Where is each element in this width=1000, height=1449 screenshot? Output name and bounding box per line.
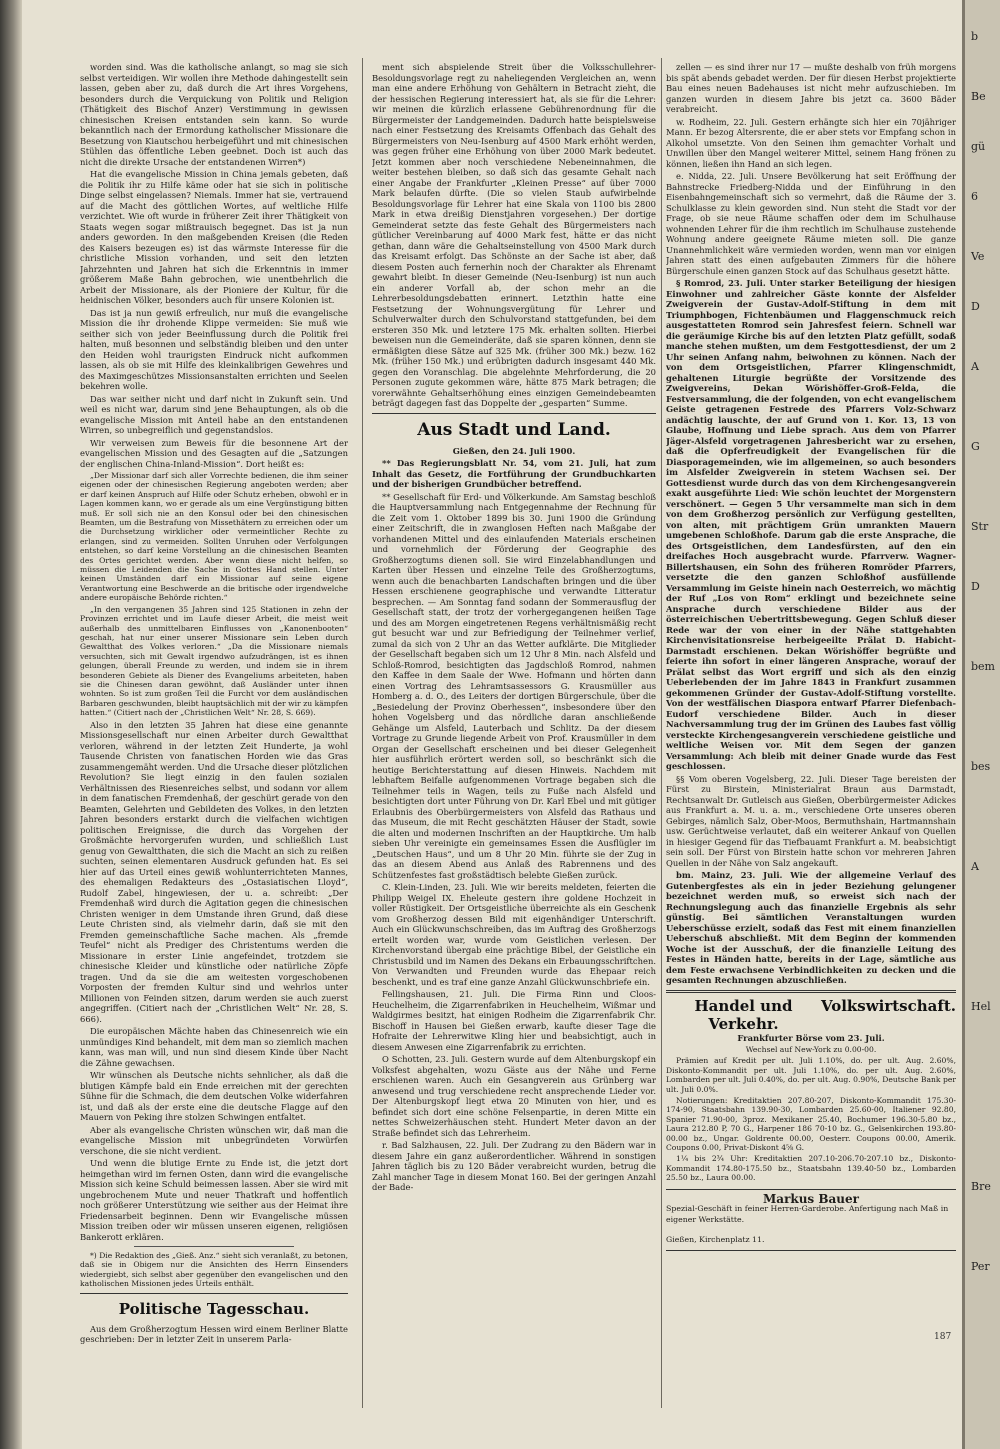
edge-fragment: Str xyxy=(971,520,989,533)
trade-header xyxy=(666,997,956,1033)
quote-paragraph: „Der Missionar darf sich aller Vorrechte bedienen, die ihm seiner eigenen oder der chinesischen Regierung angeboten werden; aber er darf keinen Anspruch auf Hilfe oder Schutz erheben, obwohl er in Lagen kommen kann, wo er gerade als um eine Vergünstigung bitten muß. Er soll sich nie an den Konsul oder bei den chinesischen Beamten, um die Bestrafung von Missethätern zu erreichen oder um die Durchsetzung wirklicher oder vermeintlicher Rechte zu erlangen, sind zu vermeiden. Sollten Unruhen oder Verfolgungen entstehen, so darf keine Vorstellung an die chinesischen Beamten des Ortes gerichtet werden. Aber wenn diese nicht helfen, so müssen die Leidenden die Sache in Gottes Hand stellen. Unter keinen Umständen darf ein Missionar auf seine eigene Verantwortung eine Beschwerde an die britische oder irgendwelche andere europäische Behörde richten.“ xyxy=(80,471,348,603)
paragraph: Das war seither nicht und darf nicht in Zukunft sein. Und weil es nicht war, darum sind jene Behauptungen, als ob die evangelische Mission mit Anteil habe an den entstandenen Wirren, so unbegreiflich und gegenstandslos. xyxy=(80,393,348,435)
trade-divider xyxy=(666,990,956,993)
page-binding-shadow xyxy=(0,0,22,1449)
trade-line: Notierungen: Kreditaktien 207.80-207, Diskonto-Kommandit 175.30-174-90, Staatsbahn 139.90-30, Lombarden 25.60-00, Italiener 92.80, Spanier 71.90-00, 3proz. Mexikaner 25.40, Bochumer 196.30-5.80 bz., Laura 212.80 P, 70 G., Harpener 186 70-10 bz. G., Gelsenkirchen 193.80-00.00 bz., Ungar. Goldrente 00.00, Oesterr. Coupons 00.00, Amerik. Coupons 0.00, Privat-Diskont 4⅝ G. xyxy=(666,1096,956,1153)
paragraph: Hat die evangelische Mission in China jemals gebeten, daß die Politik ihr zu Hilfe käme oder hat sie sich in politische Dinge selbst eingelassen? Niemals. Immer hat sie, vertrauend auf die Macht des göttlichen Wortes, auf weltliche Hilfe verzichtet. Wie oft wurde in früherer Zeit ihrer Thätigkeit von Staats wegen sogar mißtrauisch begegnet. Das ist ja nun anders geworden. In den maßgebenden Kreisen (die Reden des Kaisers bezeugen es) ist das wärmste Interesse für die christliche Mission vorhanden, und seit den letzten Jahrzehnten und Jahren hat sich die Erkenntnis in immer größerem Maße Bahn gebrochen, wie unentbehrlich die Arbeit der Missionare, als der Pioniere der Kultur, für die heidnischen Völker, besonders auch für unsere Kolonien ist. xyxy=(80,169,348,305)
edge-fragment: A xyxy=(971,360,979,373)
news-item: § Romrod, 23. Juli. Unter starker Beteiligung der hiesigen Einwohner und zahlreicher Gäste konnte der Alsfelder Zweigverein der Gustav-Adolf-Stiftung in dem mit Triumphbogen, Fichtenbäumen und Flaggenschmuck reich ausgestatteten Romrod sein Jahresfest feiern. Schnell war die geräumige Kirche bis auf den letzten Platz gefüllt, sodaß manche stehen mußten, um dem Festgottesdienst, der um 2 Uhr seinen Anfang nahm, beiwohnen zu können. Nach der von dem Ortsgeistlichen, Pfarrer Klingenschmidt, gehaltenen Liturgie begrüßte der Vorsitzende des Zweigvereins, Dekan Wörishöffer-Groß-Felda, die Festversammlung, die der folgenden, von echt evangelischem Geiste getragenen Festrede des Pfarrers Volz-Schwarz andächtig lauschte, der auf Grund von 1. Kor. 13, 13 von Glaube, Hoffnung und Liebe sprach. Aus dem von Pfarrer Jäger-Alsfeld vorgetragenen Jahresbericht war zu ersehen, daß die Opferfreudigkeit der Evangelischen für die Diasporagemeinden, wie im allgemeinen, so auch besonders im Alsfelder Zweigverein in stetem Wachsen sei. Der Gottesdienst wurde durch das von dem Kirchengesangverein exakt ausgeführte Lied: Wie schön leuchtet der Morgenstern verschönert. — Gegen 5 Uhr versammelte man sich in dem von dem Großherzog persönlich zur Verfügung gestellten, von alten, mit prächtigem Grün umrankten Mauern umgebenen Schloßhofe. Darum gab die erste Ansprache, die des Ortsgeistlichen, dem Landesfürsten, auf den ein dreifaches Hoch ausgebracht wurde. Pfarrverw. Wagner-Billertshausen, ein Sohn des früheren Romröder Pfarrers, versetzte die den ganzen Schloßhof ausfüllende Versammlung im Geiste hinein nach Oesterreich, wo mächtig der Ruf „Los von Rom“ erklingt und bezeichnete seine Ansprache durch verschiedene Bilder aus der österreichischen Uebertrittsbewegung. Gegen Schluß dieser Rede war der von einer in der Nähe stattgehabten Kirchenvisitationsreise herbeigeeilte Prälat D. Habicht-Darmstadt erschienen. Dekan Wörishöffer begrüßte und feierte ihn sofort in einer längeren Ansprache, worauf der Prälat selbst das Wort ergriff und sich als den einzig Ueberlebenden der im Jahre 1843 in Frankfurt zusammen gekommenen Gründer der Gustav-Adolf-Stiftung vorstellte. Von der westfälischen Diaspora entwarf Pfarrer Diefenbach-Eudorf verschiedene Bilder. Auch in dieser Nachversammlung trug der im Grünen des Laubes fast völlig versteckte Kirchengesangverein verschiedene geistliche und weltliche Weisen vor. Mit dem Segen der ganzen Versammlung: Ach bleib mit deiner Gnade wurde das Fest geschlossen. xyxy=(666,278,956,771)
quote-paragraph: „In den vergangenen 35 Jahren sind 125 Stationen in zehn der Provinzen errichtet und im Laufe dieser Arbeit, die meist weit außerhalb des unmittelbaren Einflusses von „Kanonenbooten“ geschah, hat nur einer unserer Missionare sein Leben durch Gewaltthat des Volkes verloren.“ „Da die Missionare niemals versuchten, sich mit Gewalt irgendwo aufzudrängen, ist es ihnen gelungen, überall Freunde zu werden, und indem sie in ihrem besonderen Gebiete als Diener des Evangeliums arbeiteten, haben sie die Chinesen daran gewöhnt, daß Ausländer unter ihnen wohnten. So ist zum großen Teil die Furcht vor dem ausländischen Barbaren geschwunden, bleibt hauptsächlich mit der wir zu kämpfen hatten.“ (Citiert nach der „Christlichen Welt“ Nr. 28, S. 669). xyxy=(80,604,348,718)
section-divider xyxy=(80,1293,348,1294)
news-item: Fellingshausen, 21. Juli. Die Firma Rinn und Cloos-Heuchelheim, die Zigarrenfabriken in Heuchelheim, Wißmar und Waldgirmes besitzt, hat einigen Rodheim die Zigarrenfabrik Chr. Bischoff in Hausen bei Gießen erwarb, kaufte dieser Tage die Hofraite der Lehrerwitwe Kling hier und beabsichtigt, auch in diesem Anwesen eine Zigarrenfabrik zu errichten. xyxy=(372,989,656,1052)
trade-subtitle: Frankfurter Börse vom 23. Juli. xyxy=(737,1032,885,1043)
paragraph: Aus dem Großherzogtum Hessen wird einem Berliner Blatte geschrieben: Der in letzter Zeit in unserem Parla- xyxy=(80,1323,348,1345)
edge-fragment: Bre xyxy=(971,1180,991,1193)
edge-fragment: D xyxy=(971,580,980,593)
column-1 xyxy=(80,62,348,1407)
paragraph: Wir verweisen zum Beweis für die besonnene Art der evangelischen Mission und des Gesagten auf die „Satzungen der englischen China-Inland-Mission“. Dort heißt es: xyxy=(80,437,348,469)
paragraph: ment sich abspielende Streit über die Volksschullehrer-Besoldungsvorlage regt zu naheliegenden Vergleichen an, wenn man eine andere Erhöhung von Gehältern in Betracht zieht, die der hessischen Regierung interessiert hat, als sie für die Lehrer: wir meinen die kürzlich erlassene Gebührenordnung für die Bürgermeister der Landgemeinden. Dadurch hatte beispielsweise nach einer Festsetzung des Kreisamts Offenbach das Gehalt des Bürgermeisters von Neu-Isenburg auf 4500 Mark erhöht werden, was gegen früher eine Erhöhung von über 2000 Mark bedeutet. Jetzt kommen aber noch verschiedene Nebeneinnahmen, die weiter bestehen bleiben, so daß sich das gesamte Gehalt nach einer Angabe der Frankfurter „Kleinen Presse“ auf über 7000 Mark belaufen dürfte. (Die so vielen Staub aufwirbelnde Besoldungsvorlage für Lehrer hat eine Skala von 1100 bis 2800 Mark in etwa dreißig Dienstjahren vorgesehen.) Der dortige Gemeinderat setzte das feste Gehalt des Bürgermeisters nach gütlicher Vereinbarung auf 4000 Mark fest, hätte er das nicht gethan, dann wäre die Gehaltseinstellung von 4500 Mark durch das Kreisamt erfolgt. Das Schönste an der Sache ist aber, daß diesem Posten auch fernerhin noch der Charakter als Ehrenamt gewahrt bleibt. In dieser Gemeinde (Neu-Isenburg) ist nun auch ein anderer Vorfall ab, der schon mehr an die Lehrerbesoldungsdebatten erinnert. Letzthin hatte eine Festsetzung der Wohnungsvergütung für Lehrer und Schulverwalter durch den Schulvorstand stattgefunden, bei dem ersteren 350 Mk. und letztere 175 Mk. erhalten sollten. Hierbei beweisen nun die Gemeinderäte, daß sie sparen können, denn sie ermäßigten diese Sätze auf 325 Mk. (früher 300 Mk.) bezw. 162 Mk. (früher 150 Mk.) und erübrigten dadurch insgesamt 440 Mk. gegen den Voranschlag. Die abgelehnte Mehrforderung, die 20 Personen zugute gekommen wäre, hätte 875 Mark betragen; die vorerwähnte Gehaltserhöhung eines einzigen Gemeindebeamten beträgt dagegen fast das Doppelte der „gesparten“ Summe. xyxy=(372,62,656,408)
column-2 xyxy=(372,62,656,1407)
trade-line: Prämien auf Kredit per ult. Juli 1.10%, do. per ult. Aug. 2.60%, Diskonto-Kommandit per ult. Juli 1.10%, do. per ult. Aug. 2.60%, Lombarden per ult. Juli 0.40%, do. per ult. Aug. 0.90%, Deutsche Bank per ult. Juli 0.0%. xyxy=(666,1056,956,1094)
news-item: w. Rodheim, 22. Juli. Gestern erhängte sich hier ein 70jähriger Mann. Er bezog Altersrente, die er aber stets vor Empfang schon in Alkohol umsetzte. Von den Seinen ihm gemachter Vorhalt und Unwillen über den Mangel weiterer Mittel, seinem Hang frönen zu können, ließen ihn Hand an sich legen. xyxy=(666,116,956,169)
paragraph: Wir wünschen als Deutsche nichts sehnlicher, als daß die blutigen Kämpfe bald ein Ende erreichen mit der gerechten Sühne für die Schmach, die dem deutschen Volke widerfahren ist, und daß als der erste eine die deutsche Flagge auf den Mauern von Peking ihre stolzen Schwingen entfaltet. xyxy=(80,1070,348,1123)
section-divider xyxy=(372,413,656,414)
advertisement xyxy=(666,1189,956,1251)
edge-fragment: Be xyxy=(971,90,986,103)
trade-title-2: Volkswirtschaft. xyxy=(820,996,956,1015)
news-item: O Schotten, 23. Juli. Gestern wurde auf dem Altenburgskopf ein Volksfest abgehalten, wozu Gäste aus der Nähe und Ferne erschienen waren. Auch ein Gesangverein aus Grünberg war anwesend und trug verschiedene recht ansprechende Lieder vor. Der Altenburgskopf liegt etwa 20 Minuten von hier, und es befindet sich dort eine schöne Felsenpartie, in deren Mitte ein nettes Schweizerhäuschen steht. Hundert Meter davon an der Straße befindet sich das Lehrerheim. xyxy=(372,1054,656,1138)
column-rule xyxy=(661,58,662,1408)
footnote-divider xyxy=(134,1246,295,1247)
edge-fragment: b xyxy=(971,30,979,43)
edge-fragment: A xyxy=(971,860,979,873)
news-item: zellen — es sind ihrer nur 17 — mußte deshalb von früh morgens bis spät abends gebadet werden. Der für diesen Herbst projektierte Bau eines neuen Badehauses ist nicht mehr aufzuschieben. Im ganzen wurden in diesem Jahre bis jetzt ca. 3600 Bäder verabreicht. xyxy=(666,62,956,114)
ad-line: Spezial-Geschäft in feiner Herren-Garderobe. Anfertigung nach Maß in eigener Werkstätte. xyxy=(666,1204,949,1224)
edge-fragment: Per xyxy=(971,1260,990,1273)
trade-line: 1¼ bis 2¾ Uhr: Kreditaktien 207.10-206.70-207.10 bz., Diskonto-Kommandit 174.80-175.50 bz., Staatsbahn 139.40-50 bz., Lombarden 25.50 bz., Laura 00.00. xyxy=(666,1154,956,1183)
edge-fragment: gü xyxy=(971,140,986,153)
ad-address: Gießen, Kirchenplatz 11. xyxy=(666,1235,765,1245)
edge-fragment: 6 xyxy=(971,190,978,203)
paragraph: Die europäischen Mächte haben das Chinesenreich wie ein unmündiges Kind behandelt, mit dem man so ziemlich machen kann, was man will, und nun sind diesem Kinde über Nacht die Zähne gewachsen. xyxy=(80,1026,348,1068)
page-number: 187 xyxy=(934,1332,952,1342)
edge-fragment: G xyxy=(971,440,980,453)
footnote: *) Die Redaktion des „Gieß. Anz.“ sieht sich veranlaßt, zu betonen, daß sie in Obigem nur die Ansichten des Herrn Einsenders wiedergiebt, sich selbst aber gegenüber den evangelischen und den katholischen Missionen jedes Urteils enthält. xyxy=(80,1251,348,1289)
paragraph: Das ist ja nun gewiß erfreulich, nur muß die evangelische Mission die ihr drohende Klippe vermeiden: Sie muß wie seither sich von jeder Beeinflussung durch die Politik frei halten, muß besonnen und selbständig bleiben und den unter den Heiden wohl traurigsten Eindruck nicht aufkommen lassen, als ob sie mit Hilfe des kleinkalibrigen Gewehres und des Maximgeschützes Missionsanstalten errichten und Seelen bekehren wolle. xyxy=(80,307,348,391)
edge-fragment: bes xyxy=(971,760,991,773)
news-item: e. Nidda, 22. Juli. Unsere Bevölkerung hat seit Eröffnung der Bahnstrecke Friedberg-Nidda und der Einführung in den Eisenbahngemeinschaft sich so vermehrt, daß die Räume der 3. Schulklasse zu klein geworden sind. Nun steht die Stadt vor der Frage, ob sie neue Räume schaffen oder dem im Schulhause wohnenden Lehrer für die ihm rechtlich im Schulhause zustehende Wohnung andere geeignete Räume mieten soll. Die ganze Unannehmlichkeit wäre vermieden worden, wenn man vor einigen Jahren statt des einen aufgebauten Zimmers für die höhere Bürgerschule einen ganzen Stock auf das Schulhaus gesetzt hätte. xyxy=(666,171,956,276)
news-item: §§ Vom oberen Vogelsberg, 22. Juli. Dieser Tage bereisten der Fürst zu Birstein, Ministerialrat Braun aus Darmstadt, Rechtsanwalt Dr. Gutleisch aus Gießen, Oberbürgermeister Adickes aus Frankfurt a. M. u. a. m., verschiedene Orte unseres oberen Gebirges, nämlich Salz, Ober-Moos, Bermuthshain, Hartmannshain usw. Gerüchtweise verlautet, daß ein weiterer Ankauf von Quellen in hiesiger Gegend für das Tiefbauamt Frankfurt a. M. beabsichtigt sein soll. Der Fürst von Birstein hatte schon vor mehreren Jahren Quellen in der Nähe von Salz angekauft. xyxy=(666,773,956,868)
section-title-politics: Politische Tagesschau. xyxy=(118,1299,310,1318)
section-title-local: Aus Stadt und Land. xyxy=(417,419,611,440)
news-item: ** Gesellschaft für Erd- und Völkerkunde. Am Samstag beschloß die Hauptversammlung nach Entgegennahme der Rechnung für die Zeit vom 1. Oktober 1899 bis 30. Juni 1900 die Gründung einer Zeitschrift, die in zwanglosen Heften nach Maßgabe der vorhandenen Mittel und des einlaufenden Materials erscheinen und vornehmlich der Förderung der Geographie des Großherzogtums dienen soll. Sie wird Einzelabhandlungen und Karten über Hessen und einzelne Teile des Großherzogtums, wenn auch die benachbarten Landschaften bringen und die über Hessen erschienene geographische und verwandte Litteratur besprechen. — Am Sonntag fand sodann der Sommerausflug der Gesellschaft statt, der trotz der vorhergegangenen heißen Tage und des am Morgen eingetretenen Regens verhältnismäßig recht gut besucht war und zur Befriedigung der Teilnehmer verlief, zumal da sich von 2 Uhr an das Wetter aufklärte. Die Mitglieder der Gesellschaft begaben sich um 12 Uhr 8 Min. nach Alsfeld und Schloß-Romrod, besichtigten das Jagdschloß Romrod, nahmen den Kaffee in dem Saale der Wwe. Hofmann und hörten dann einen Vortrag des Lehramtsassessors G. Krausmüller aus Homberg a. d. O., des Leiters der dortigen Bürgerschule, über die „Besiedelung der Provinz Oberhessen“, insbesondere über den hohen Vogelsberg und das nördliche daran anschließende Gehänge um Alsfeld, Lauterbach und Schlitz. Da der diesem Vortrage zu Grunde liegende Arbeit von Prof. Krausmüller in dem Organ der Gesellschaft erscheinen und bei dieser Gelegenheit hier ausführlich erörtert werden soll, so beschränkt sich die heutige Berichterstattung auf diesen Hinweis. Nachdem mit lebhaftem Beifalle aufgenommenen Vortrage begaben sich die Teilnehmer teils in Wagen, teils zu Fuße nach Alsfeld und besichtigten dort unter Führung von Dr. Karl Ebel und mit gütiger Erlaubnis des Oberbürgermeisters von Alsfeld das Rathaus und das Museum, die mit Recht geschätzten Häuser der Stadt, sowie die alten und modernen Inschriften an der Hauptkirche. Um halb sieben Uhr vereinigte ein gemeinsames Essen die Ausflügler im „Deutschen Haus“, und um 8 Uhr 20 Min. führte sie der Zug in das an diesem Abend aus Anlaß des Rabrennens und des Schützenfestes fast großstädtisch belebte Gießen zurück. xyxy=(372,491,656,880)
trade-line: Wechsel auf New-York zu 0.00-00. xyxy=(745,1045,877,1054)
trade-title: Handel und Verkehr. xyxy=(694,996,793,1033)
edge-fragment: D xyxy=(971,300,980,313)
paragraph: worden sind. Was die katholische anlangt, so mag sie sich selbst verteidigen. Wir wollen ihre Methode dahingestellt sein lassen, geben aber zu, daß durch die Art ihres Vorgehens, besonders durch die Verquickung von Politik und Religion (Thätigkeit des Bischof Anzer) Verstimmung in gewissen chinesischen Kreisen entstanden sein kann. So wurde bekanntlich nach der Ermordung katholischer Missionare die Besetzung von Kiautschou herbeigeführt und mit chinesischen Stühlen das öffentliche Leben geebnet. Doch ist auch das nicht die direkte Ursache der entstandenen Wirren*) xyxy=(80,62,348,167)
edge-fragment: Hel xyxy=(971,1000,991,1013)
paragraph: Also in den letzten 35 Jahren hat diese eine genannte Missionsgesellschaft nur einen Arbeiter durch Gewaltthat verloren, während in der letzten Zeit Hunderte, ja wohl Tausende Christen von fanatischen Horden wie das Gras zusammengemäht werden. Und die Ursache dieser plötzlichen Revolution? Sie liegt einzig in den faulen sozialen Verhältnissen des Riesenreiches selbst, und sodann vor allem in dem fanatischen Fremdenhaß, der geschürt gerade von den Beamten, Gelehrten und Gebildeten des Volkes, in den letzten Jahren besonders erstarkt durch die vielfachen wichtigen politischen Ereignisse, die durch das Vorgehen der Großmächte hervorgerufen wurden, und schließlich Lust genug von Gewaltthaten, die sich die Macht an sich zu reißen suchten, seinen elementaren Ausdruck gefunden hat. Es sei hier auf das Urteil eines gewiß wohlunterrichteten Mannes, des ehemaligen Redakteurs des „Ostasiatischen Lloyd“, Rudolf Zabel, hingewiesen, der u. a. schreibt: „Der Fremdenhaß wird durch die Agitation gegen die chinesischen Christen weniger in dem Umstande ihren Grund, daß diese Leute Christen sind, als vielmehr darin, daß sie mit den Fremden gemeinschaftliche Sache machen. Als „fremde Teufel“ nicht als Prediger des Christentums werden die Missionare in erster Linie angefeindet, trotzdem sie chinesische Kleider und künstliche oder natürliche Zöpfe tragen. Und da sie die am weitesten vorgeschobenen Vorposten der fremden Kultur sind und wehrlos unter Millionen von Feinden sitzen, darum werden sie auch zuerst angegriffen. (Citiert nach der „Christlichen Welt“ Nr. 28, S. 666). xyxy=(80,719,348,1024)
paragraph: Aber als evangelische Christen wünschen wir, daß man die evangelische Mission mit unbegründeten Vorwürfen verschone, die sie nicht verdient. xyxy=(80,1124,348,1156)
edge-fragment: Ve xyxy=(971,250,985,263)
column-rule xyxy=(362,58,363,1408)
paragraph: Und wenn die blutige Ernte zu Ende ist, die jetzt dort heimgethan wird im fernen Osten, dann wird die evangelische Mission sich keine Schuld beimessen lassen. Aber sie wird mit ungebrochenem Mute und neuer Thatkraft und hoffentlich noch größerer Unterstützung wie seither aus der Heimat ihre Friedensarbeit beginnen. Denn wir Evangelische müssen Mission treiben oder wir müssen unseren eigenen, religiösen Bankerott erklären. xyxy=(80,1158,348,1242)
edge-fragment: bem xyxy=(971,660,995,673)
dateline: Gießen, den 24. Juli 1900. xyxy=(452,445,576,456)
news-item: r. Bad Salzhausen, 22. Juli. Der Zudrang zu den Bädern war in diesem Jahre ein ganz außerordentlicher. Während in sonstigen Jahren täglich bis zu 120 Bäder verabreicht wurden, betrug die Zahl mancher Tage in diesem Monat 160. Bei der geringen Anzahl der Bade- xyxy=(372,1140,656,1192)
news-item: bm. Mainz, 23. Juli. Wie der allgemeine Verlauf des Gutenbergfestes als ein in jeder Beziehung gelungener bezeichnet werden muß, so erweist sich nach der Rechnungslegung auch das finanzielle Ergebnis als sehr günstig. Bei sämtlichen Veranstaltungen wurden Ueberschüsse erzielt, sodaß das Fest mit einem finanziellen Ueberschuß abschließt. Mit dem Beginn der kommenden Woche ist der Ausschuß, der die finanzielle Leitung des Festes in Händen hatte, bereits in der Lage, sämtliche aus dem Feste erwachsene Verbindlichkeiten zu decken und die gesamten Rechnungen abzuschließen. xyxy=(666,870,956,985)
column-3 xyxy=(666,62,956,1407)
news-item: C. Klein-Linden, 23. Juli. Wie wir bereits meldeten, feierten die Philipp Weigel IX. Eheleute gestern ihre goldene Hochzeit in voller Rüstigkeit. Der Ortsgeistliche überreichte als ein Geschenk vom Großherzog dessen Bild mit eigenhändiger Unterschrift. Auch ein Glückwunschschreiben, das im Auftrag des Großherzogs erteilt worden war, wurde vom Geistlichen verlesen. Der Kirchenvorstand übergab eine prächtige Bibel, der Geistliche ein Christusbild und im Namen des Dekans ein Erbauungsschriftchen. Von Verwandten und Freunden wurde das Ehepaar reich beschenkt, und es traf eine ganze Anzahl Glückwunschbriefe ein. xyxy=(372,882,656,987)
news-item: ** Das Regierungsblatt Nr. 54, vom 21. Juli, hat zum Inhalt das Gesetz, die Fortführung der Grundbuchkarten und der bisherigen Grundbücher betreffend. xyxy=(372,458,656,489)
next-page-edge xyxy=(962,0,1000,1449)
ad-name: Markus Bauer xyxy=(763,1191,859,1206)
